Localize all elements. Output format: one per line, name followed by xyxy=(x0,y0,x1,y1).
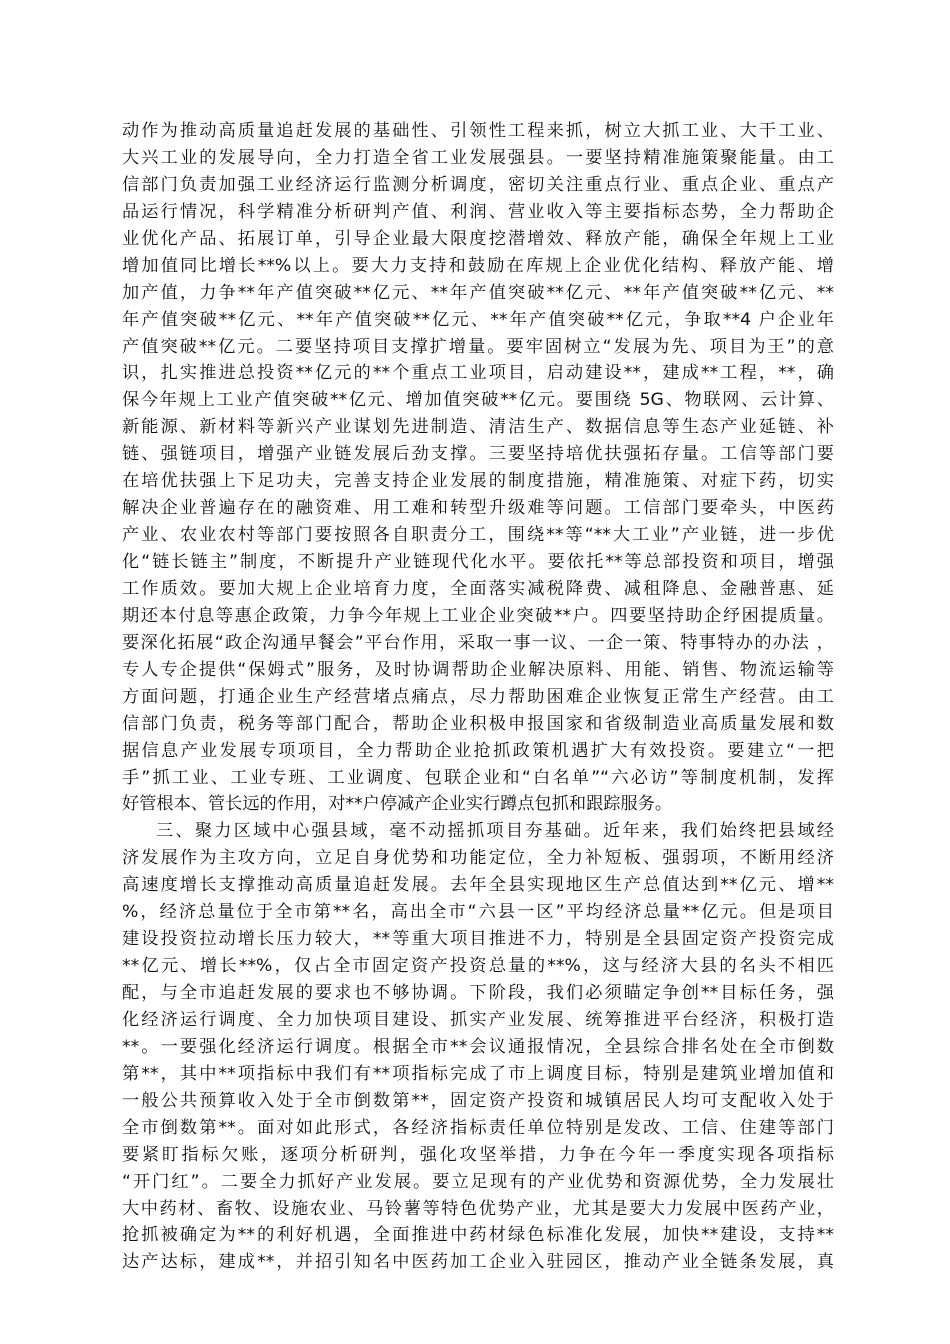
text-line: 配，与全市追赶发展的要求也不够协调。下阶段，我们必须瞄定争创**目标任务，强 xyxy=(122,983,834,1003)
text-line: 加产值，力争**年产值突破**亿元、**年产值突破**亿元、**年产值突破**亿元、** xyxy=(122,282,834,303)
text-line: 保今年规上工业产值突破**亿元、增加值突破**亿元。要围绕 5G、物联网、云计算、 xyxy=(122,390,834,411)
text-line: 增加值同比增长**%以上。要大力支持和鼓励在库规上企业优化结构、释放产能、增 xyxy=(122,255,834,276)
text-line: 大兴工业的发展导向，全力打造全省工业发展强县。一要坚持精准施策聚能量。由工 xyxy=(122,147,834,168)
text-line: 要紧盯指标欠账，逐项分析研判，强化攻坚举措，力争在今年一季度实现各项指标 xyxy=(122,1144,834,1165)
text-line: 化经济运行调度、全力加快项目建设、抓实产业发展、统筹推进平台经济，积极打造 xyxy=(122,1009,834,1030)
text-line: **。一要强化经济运行调度。根据全市**会议通报情况，全县综合排名处在全市倒数 xyxy=(122,1036,834,1057)
paragraph-county-projects xyxy=(122,818,834,1276)
text-line: “开门红”。二要全力抓好产业发展。要立足现有的产业优势和资源优势，全力发展壮 xyxy=(122,1171,834,1192)
text-line: 大中药材、畜牧、设施农业、马铃薯等特色优势产业，尤其是要大力发展中医药产业， xyxy=(122,1198,834,1219)
text-line: 品运行情况，科学精准分析研判产值、利润、营业收入等主要指标态势，全力帮助企 xyxy=(122,201,834,222)
text-line: 工作质效。要加大规上企业培育力度，全面落实减税降费、减租降息、金融普惠、延 xyxy=(122,578,834,599)
text-line: 手”抓工业、工业专班、工业调度、包联企业和“白名单”“六必访”等制度机制，发挥 xyxy=(122,767,834,788)
text-line: 化“链长链主”制度，不断提升产业链现代化水平。要依托**等总部投资和项目，增强 xyxy=(122,552,834,572)
text-line: **亿元、增长**%，仅占全市固定资产投资总量的**%，这与经济大县的名头不相匹 xyxy=(122,956,834,977)
text-line: 抢抓被确定为**的利好机遇，全面推进中药材绿色标准化发展，加快**建设，支持** xyxy=(122,1225,834,1246)
text-line: 识，扎实推进总投资**亿元的**个重点工业项目，启动建设**，建成**工程，**，确 xyxy=(122,363,834,384)
text-line: 信部门负责，税务等部门配合，帮助企业积极申报国家和省级制造业高质量发展和数 xyxy=(122,713,834,734)
text-line: 要深化拓展“政企沟通早餐会”平台作用，采取一事一议、一企一策、特事特办的办法 ， xyxy=(122,632,834,653)
text-line: 建设投资拉动增长压力较大，**等重大项目推进不力，特别是全县固定资产投资完成 xyxy=(122,929,834,950)
text-line: 信部门负责加强工业经济运行监测分析调度，密切关注重点行业、重点企业、重点产 xyxy=(122,174,834,195)
text-line: 新能源、新材料等新兴产业谋划先进制造、清洁生产、数据信息等生态产业延链、补 xyxy=(122,417,834,438)
text-line: 方面问题，打通企业生产经营堵点痛点，尽力帮助困难企业恢复正常生产经营。由工 xyxy=(122,686,834,707)
text-line: 解决企业普遍存在的融资难、用工难和转型升级难等问题。工信部门要牵头，中医药 xyxy=(122,498,834,519)
text-line: 链、强链项目，增强产业链发展后劲支撑。三要坚持培优扶强拓存量。工信等部门要 xyxy=(122,444,834,465)
text-line: 产业、农业农村等部门要按照各自职责分工，围绕**等“**大工业”产业链，进一步优 xyxy=(122,525,834,546)
paragraph-industry xyxy=(122,118,834,818)
text-line: 专人专企提供“保姆式”服务，及时协调帮助企业解决原料、用能、销售、物流运输等 xyxy=(122,659,834,680)
text-line: 动作为推动高质量追赶发展的基础性、引领性工程来抓，树立大抓工业、大干工业、 xyxy=(122,121,834,141)
text-line: 三、聚力区域中心强县域，毫不动摇抓项目夯基础。近年来，我们始终把县域经 xyxy=(156,821,834,842)
text-line: 好管根本、管长远的作用，对**户停减产企业实行蹲点包抓和跟踪服务。 xyxy=(122,794,673,815)
document-body xyxy=(122,118,834,1276)
text-line: 一般公共预算收入处于全市倒数第**，固定资产投资和城镇居民人均可支配收入处于 xyxy=(122,1090,834,1111)
text-line: 期还本付息等惠企政策，力争今年规上工业企业突破**户。四要坚持助企纾困提质量。 xyxy=(122,605,834,626)
text-line: 年产值突破**亿元、**年产值突破**亿元、**年产值突破**亿元，争取**4 户企业年 xyxy=(122,309,834,330)
text-line: 全市倒数第**。面对如此形式，各经济指标责任单位特别是发改、工信、住建等部门 xyxy=(122,1117,834,1138)
text-line: 业优化产品、拓展订单，引导企业最大限度挖潜增效、释放产能，确保全年规上工业 xyxy=(122,228,834,249)
text-line: 在培优扶强上下足功夫，完善支持企业发展的制度措施，精准施策、对症下药，切实 xyxy=(122,471,834,492)
text-line: 达产达标，建成**，并招引知名中医药加工企业入驻园区，推动产业全链条发展，真 xyxy=(122,1252,834,1273)
text-line: %，经济总量位于全市第**名，高出全市“六县一区”平均经济总量**亿元。但是项目 xyxy=(122,902,834,923)
text-line: 高速度增长支撑推动高质量追赶发展。去年全县实现地区生产总值达到**亿元、增** xyxy=(122,875,834,896)
text-line: 济发展作为主攻方向，立足自身优势和功能定位，全力补短板、强弱项，不断用经济 xyxy=(122,848,834,869)
text-line: 据信息产业发展专项项目，全力帮助企业抢抓政策机遇扩大有效投资。要建立“一把 xyxy=(122,740,834,761)
text-line: 第**，其中**项指标中我们有**项指标完成了市上调度目标，特别是建筑业增加值和 xyxy=(122,1063,834,1084)
text-line: 产值突破**亿元。二要坚持项目支撑扩增量。要牢固树立“发展为先、项目为王”的意 xyxy=(122,336,834,357)
